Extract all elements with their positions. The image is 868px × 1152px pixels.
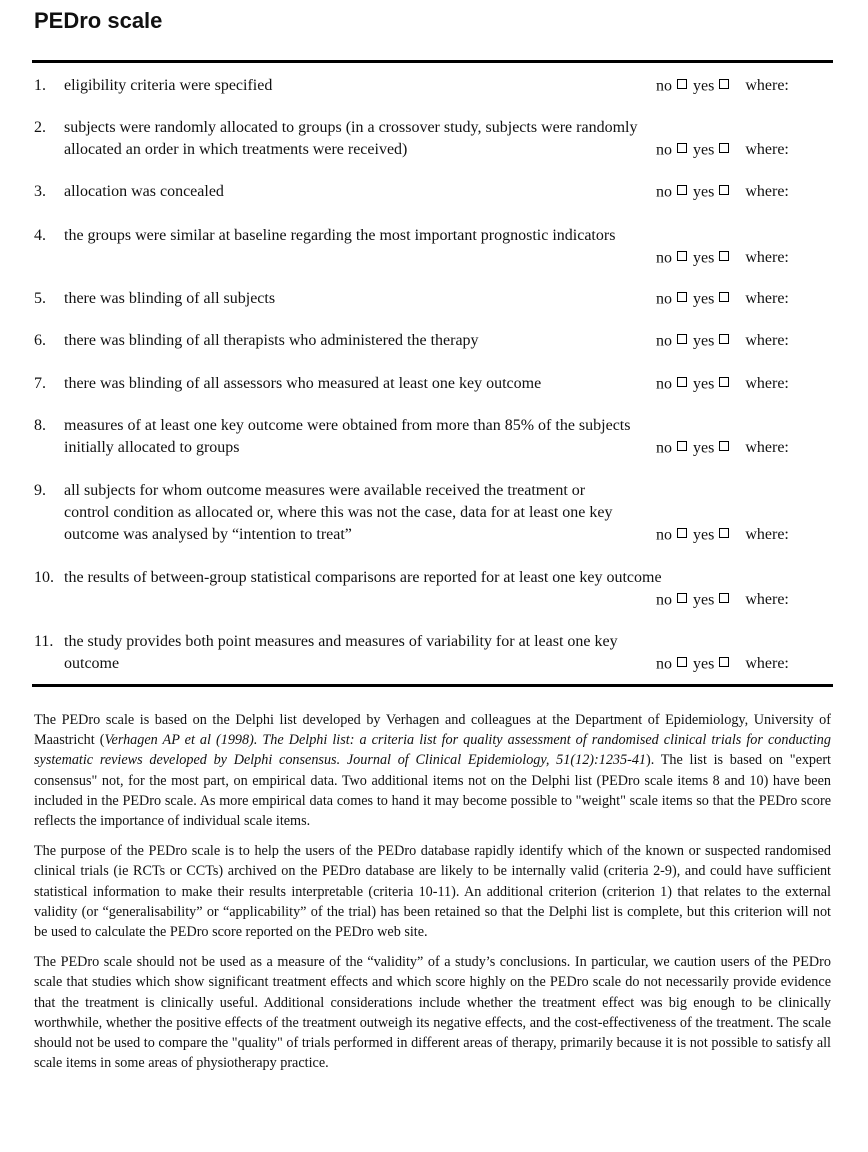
yes-label: yes — [693, 439, 715, 457]
yes-checkbox[interactable] — [719, 334, 729, 344]
where-label: where: — [745, 655, 789, 673]
citation: Verhagen AP et al (1998). The Delphi list: a criteria list for quality assessment of randomised clinical trials for conducting systematic reviews developed by Delphi consensus. Journal of Clinical Epidemiology, 51(12):1235-41 — [34, 732, 831, 769]
no-label: no — [656, 249, 672, 267]
criterion-text: there was blinding of all therapists who administered the therapy — [64, 332, 479, 349]
no-label: no — [656, 141, 672, 159]
yes-checkbox[interactable] — [719, 251, 729, 261]
explanatory-notes — [34, 710, 831, 1083]
note-paragraph-1 — [34, 710, 831, 831]
where-label: where: — [745, 591, 789, 609]
where-label: where: — [745, 183, 789, 201]
criterion-1-response — [656, 75, 836, 97]
criterion-8 — [34, 415, 634, 459]
note-text: ). The list is based on "expert consensus" not, for the most part, on empirical data. Two additional items not on the Delphi list (PEDro scale items 8 and 10) have been included in the PEDro scale. As more empirical data comes to hand it may become possible to "weight" scale items so that the PEDro score reflects the importance of individual scale items. — [34, 752, 831, 830]
criterion-2 — [34, 117, 644, 161]
criterion-1 — [34, 75, 644, 97]
criterion-text: eligibility criteria were specified — [64, 77, 273, 94]
criterion-text: the results of between-group statistical comparisons are reported for at least one key outcome — [64, 569, 662, 586]
no-checkbox[interactable] — [677, 528, 687, 538]
criterion-4-response — [656, 247, 836, 269]
no-checkbox[interactable] — [677, 292, 687, 302]
where-label: where: — [745, 526, 789, 544]
yes-label: yes — [693, 655, 715, 673]
note-text: The PEDro scale is based on the Delphi list developed by Verhagen and colleagues at the Department of Epidemiology, University of Maastricht ( — [34, 712, 831, 749]
criterion-11-response — [656, 653, 836, 675]
no-label: no — [656, 439, 672, 457]
criterion-11 — [34, 631, 634, 675]
criterion-7-response — [656, 373, 836, 395]
criterion-10 — [34, 567, 674, 589]
no-checkbox[interactable] — [677, 334, 687, 344]
criterion-5-response — [656, 288, 836, 310]
criterion-6 — [34, 330, 644, 352]
no-checkbox[interactable] — [677, 143, 687, 153]
page-title: PEDro scale — [34, 8, 163, 33]
no-label: no — [656, 332, 672, 350]
no-label: no — [656, 290, 672, 308]
criterion-number: 3. — [34, 183, 46, 200]
criterion-number: 10. — [34, 569, 54, 586]
criterion-9-response — [656, 524, 836, 546]
yes-label: yes — [693, 591, 715, 609]
note-paragraph-3: The PEDro scale should not be used as a measure of the “validity” of a study’s conclusions. In particular, we caution users of the PEDro scale that studies which show significant treatment effects and which score highly on the PEDro scale do not necessarily provide evidence that the treatment is clinically useful. Additional considerations include whether the treatment effect was big enough to be clinically worthwhile, whether the positive effects of the treatment outweigh its negative effects, and the cost-effectiveness of the treatment. The scale should not be used to compare the "quality" of trials performed in different areas of therapy, primarily because it is not possible to satisfy all scale items in some areas of physiotherapy practice. — [34, 954, 831, 1072]
no-label: no — [656, 655, 672, 673]
bottom-rule — [32, 684, 833, 687]
criterion-text: allocation was concealed — [64, 183, 224, 200]
no-label: no — [656, 591, 672, 609]
criterion-text: there was blinding of all assessors who measured at least one key outcome — [64, 375, 542, 392]
criterion-number: 11. — [34, 633, 54, 650]
criterion-text: there was blinding of all subjects — [64, 290, 276, 307]
no-label: no — [656, 183, 672, 201]
yes-label: yes — [693, 249, 715, 267]
criterion-number: 6. — [34, 332, 46, 349]
yes-checkbox[interactable] — [719, 593, 729, 603]
where-label: where: — [745, 141, 789, 159]
criterion-2-response — [656, 139, 836, 161]
yes-checkbox[interactable] — [719, 292, 729, 302]
criterion-6-response — [656, 330, 836, 352]
criterion-number: 8. — [34, 417, 46, 434]
criterion-9 — [34, 480, 634, 546]
note-paragraph-2: The purpose of the PEDro scale is to help the users of the PEDro database rapidly identify which of the known or suspected randomised clinical trials (ie RCTs or CCTs) archived on the PEDro database are likely to be internally valid (criteria 2-9), and could have sufficient statistical information to make their results interpretable (criteria 10-11). An additional criterion (criterion 1) that relates to the external validity (or “generalisability” or “applicability” of the trial) has been retained so that the Delphi list is complete, but this criterion will not be used to calculate the PEDro score reported on the PEDro web site. — [34, 843, 831, 941]
criterion-text: measures of at least one key outcome were obtained from more than 85% of the subjects initially allocated to groups — [64, 417, 631, 456]
yes-label: yes — [693, 183, 715, 201]
where-label: where: — [745, 439, 789, 457]
criterion-4 — [34, 225, 644, 247]
yes-label: yes — [693, 375, 715, 393]
criterion-text: the groups were similar at baseline regarding the most important prognostic indicators — [64, 227, 616, 244]
yes-checkbox[interactable] — [719, 528, 729, 538]
no-checkbox[interactable] — [677, 251, 687, 261]
yes-label: yes — [693, 332, 715, 350]
yes-label: yes — [693, 526, 715, 544]
criterion-3 — [34, 181, 644, 203]
yes-checkbox[interactable] — [719, 377, 729, 387]
criterion-text: subjects were randomly allocated to groups (in a crossover study, subjects were randomly allocated an order in which treatments were received) — [64, 119, 638, 158]
criterion-3-response — [656, 181, 836, 203]
where-label: where: — [745, 375, 789, 393]
yes-label: yes — [693, 290, 715, 308]
no-label: no — [656, 526, 672, 544]
yes-checkbox[interactable] — [719, 79, 729, 89]
no-checkbox[interactable] — [677, 441, 687, 451]
criterion-5 — [34, 288, 644, 310]
yes-checkbox[interactable] — [719, 185, 729, 195]
no-checkbox[interactable] — [677, 593, 687, 603]
criterion-number: 4. — [34, 227, 46, 244]
criterion-7 — [34, 373, 654, 395]
criterion-number: 9. — [34, 482, 46, 499]
where-label: where: — [745, 249, 789, 267]
no-checkbox[interactable] — [677, 657, 687, 667]
criterion-10-response — [656, 589, 836, 611]
no-checkbox[interactable] — [677, 377, 687, 387]
where-label: where: — [745, 290, 789, 308]
yes-checkbox[interactable] — [719, 143, 729, 153]
yes-checkbox[interactable] — [719, 441, 729, 451]
yes-label: yes — [693, 77, 715, 95]
criterion-text: the study provides both point measures and measures of variability for at least one key outcome — [64, 633, 618, 672]
yes-checkbox[interactable] — [719, 657, 729, 667]
criterion-text: all subjects for whom outcome measures were available received the treatment or control condition as allocated or, where this was not the case, data for at least one key outcome was analysed by “intention to treat” — [64, 482, 613, 543]
where-label: where: — [745, 77, 789, 95]
no-label: no — [656, 77, 672, 95]
no-checkbox[interactable] — [677, 79, 687, 89]
criterion-number: 2. — [34, 119, 46, 136]
where-label: where: — [745, 332, 789, 350]
criterion-number: 1. — [34, 77, 46, 94]
criterion-8-response — [656, 437, 836, 459]
criterion-number: 7. — [34, 375, 46, 392]
no-checkbox[interactable] — [677, 185, 687, 195]
no-label: no — [656, 375, 672, 393]
yes-label: yes — [693, 141, 715, 159]
criterion-number: 5. — [34, 290, 46, 307]
